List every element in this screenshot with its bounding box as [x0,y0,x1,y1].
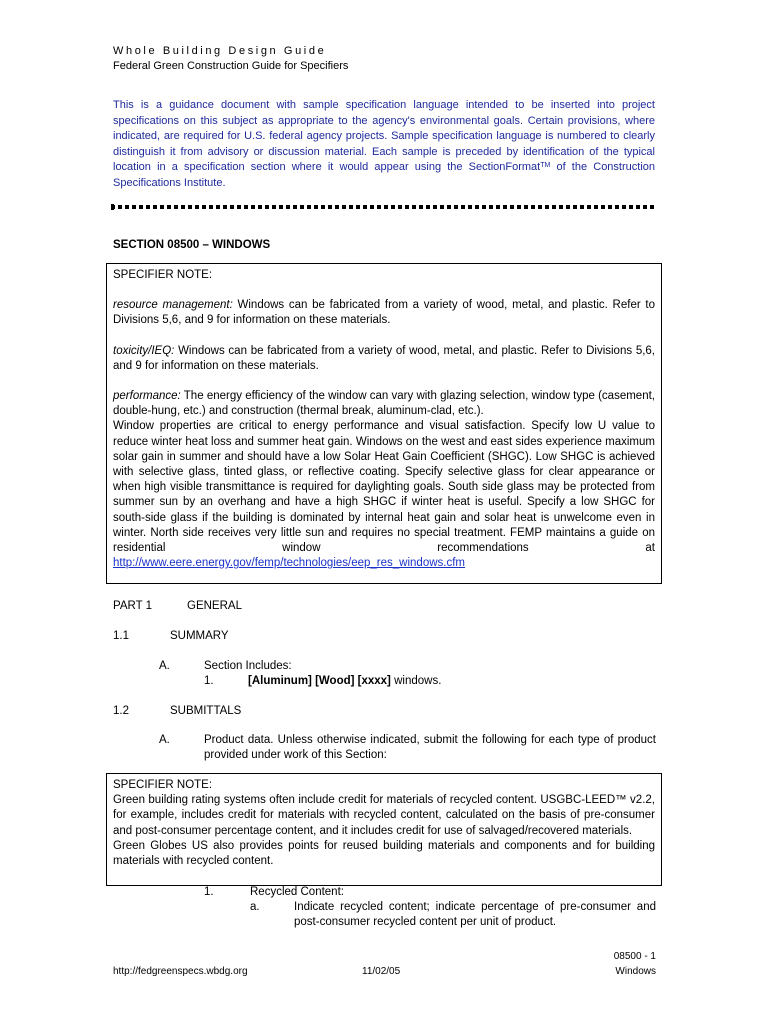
article-number: 1.2 [113,705,129,717]
toxicity-label: toxicity/IEQ: [113,344,175,357]
item-number: 1. [204,675,214,687]
item-text: windows. [390,675,442,687]
femp-link[interactable]: http://www.eere.energy.gov/femp/technologies/eep_res_windows.cfm [113,557,466,570]
note-heading: SPECIFIER NOTE: [113,269,213,281]
trademark-mark: TM [540,162,551,170]
part-label: PART 1 [113,600,152,612]
subitem-text: Indicate recycled content; indicate percentage of pre-consumer and post-consumer recycled content per unit of product. [294,901,656,929]
paragraph-text: Section Includes: [204,660,292,672]
header-subtitle: Federal Green Construction Guide for Specifiers [113,60,349,72]
paragraph-label: A. [159,734,170,746]
paragraph-label: A. [159,660,170,672]
item-number: 1. [204,886,214,898]
item-title: Recycled Content: [250,886,344,898]
specifier-note-box [106,773,662,886]
note-performance [113,389,655,419]
intro-text-end: of the Construction Specifications Institute. [113,161,655,189]
specifier-note-box [106,263,662,584]
list-item [248,674,441,689]
note-toxicity [113,344,655,374]
note-paragraph: Green building rating systems often include credit for materials of recycled content. USGBC-LEED™ v2.2, for example, includes credit for materials with recycled content, calculated on the basis of pre-consumer and post-consumer percentage content, and it includes credit for use of salvaged/recovered materials. [113,794,655,837]
footer-url: http://fedgreenspecs.wbdg.org [113,966,248,977]
intro-text: This is a guidance document with sample specification language intended to be inserted into project specifications on this subject as appropriate to the agency's environmental goals. Certain provisions, where indicated, are required for U.S. federal agency projects. Sample specification language is numbered to clearly distinguish it from advisory or discussion material. Each sample is preceded by identification of the typical location in a specification section where it would appear using the SectionFormat [113,99,655,174]
toxicity-text: Windows can be fabricated from a variety of wood, metal, and plastic. Refer to Divisions 5,6, and 9 for information on these materials. [113,344,655,372]
section-title: SECTION 08500 – WINDOWS [113,239,271,251]
note-window-properties [113,419,655,571]
note-resource-management [113,298,655,328]
note-paragraph: Green Globes US also provides points for reused building materials and components and for building materials with recycled content. [113,839,655,868]
subitem-label: a. [250,901,260,913]
footer-page-number: 08500 - 1 [613,951,656,962]
article-title: SUMMARY [170,630,229,642]
footer-section-name: Windows [615,966,656,977]
dashed-divider [111,205,657,209]
resource-text: Windows can be fabricated from a variety of wood, metal, and plastic. Refer to Divisions 5,6, and 9 for information on these materials. [113,299,655,327]
performance-label: performance: [113,390,181,403]
part-title: GENERAL [187,600,242,612]
header-title: Whole Building Design Guide [113,45,327,57]
performance-text: The energy efficiency of the window can vary with glazing selection, window type (casement, double-hung, etc.) and construction (thermal break, aluminum-clad, etc.). [113,390,655,418]
article-number: 1.1 [113,630,129,642]
resource-label: resource management: [113,299,233,312]
footer-date: 11/02/05 [362,966,401,977]
article-title: SUBMITTALS [170,705,242,717]
note-heading: SPECIFIER NOTE: [113,779,213,791]
intro-paragraph [113,98,655,192]
paragraph-text: Product data. Unless otherwise indicated, submit the following for each type of product provided under work of this Section: [204,734,656,762]
properties-text: Window properties are critical to energy performance and visual satisfaction. Specify low U value to reduce winter heat loss and summer heat gain. Windows on the west and east sides experience maximum solar gain in summer and should have a low Solar Heat Gain Coefficient (SHGC). Low SHGC is achieved with selective glass, tinted glass, or reflective coating. Specify selective glass for clear appearance or when high visible transmittance is required for daylighting goals. South side glass may be protected from summer sun by an overhang and have a high SHGC if winter heat is useful. Specify a low SHGC for south-side glass if the building is dominated by internal heat gain and solar heat is unwelcome even in winter. North side receives very little sun and requires no special treatment. FEMP maintains a guide on residential window recommendations at [113,420,655,555]
item-options: [Aluminum] [Wood] [xxxx] [248,675,391,687]
